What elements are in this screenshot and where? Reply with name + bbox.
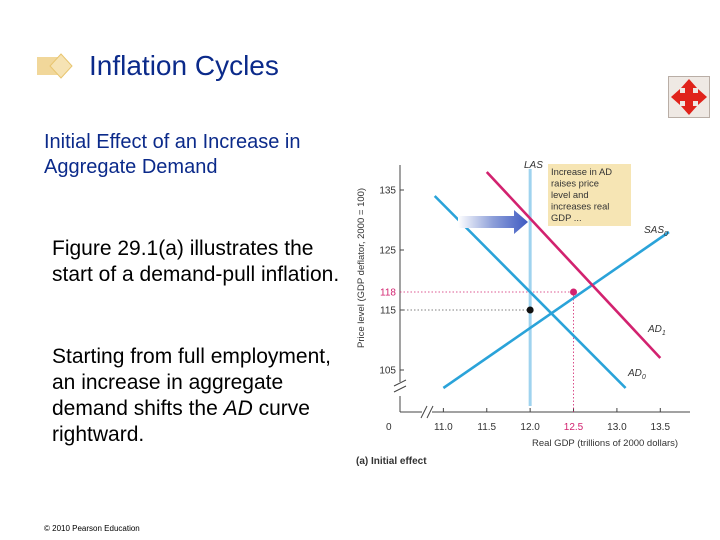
paragraph-figure: Figure 29.1(a) illustrates the start of a demand-pull inflation.	[52, 237, 340, 286]
annotation-line: GDP ...	[551, 212, 582, 223]
x-origin-label: 0	[386, 422, 392, 433]
slide-subtitle: Initial Effect of an Increase in Aggregate Demand	[44, 131, 301, 178]
ad1-label	[647, 324, 666, 337]
y-tick-label: 105	[379, 365, 396, 377]
copyright-footer: © 2010 Pearson Education	[44, 524, 140, 533]
x-tick-label: 13.5	[650, 422, 671, 433]
paragraph-starting-b: curve rightward.	[52, 397, 310, 446]
y-tick-label: 125	[379, 245, 396, 257]
x-axis-break-icon	[421, 406, 433, 418]
sas0-label-sub: 0	[664, 231, 668, 238]
equilibrium-point	[570, 289, 577, 296]
ad1-label-sub: 1	[661, 330, 666, 337]
annotation-line: level and	[551, 189, 589, 200]
paragraph-starting	[52, 344, 342, 448]
paragraph-starting-italic: AD	[223, 397, 253, 420]
y-tick-label-highlight: 118	[380, 287, 396, 299]
paragraph-starting-a: Starting from full employment, an increase in aggregate demand shifts the	[52, 345, 331, 420]
ad0-label-main: AD	[628, 368, 642, 379]
title-accent-icon	[37, 52, 77, 80]
y-tick-label: 115	[380, 305, 396, 317]
ad1-label-main: AD	[648, 324, 662, 335]
sas0-label	[644, 225, 668, 238]
sas0-label-main: SAS	[644, 225, 665, 236]
y-axis-title: Price level (GDP deflator, 2000 = 100)	[356, 187, 367, 348]
figure-chart	[350, 160, 720, 475]
ad0-label	[627, 368, 646, 381]
x-tick-label: 13.0	[607, 422, 627, 433]
annotation-line: Increase in AD	[551, 166, 612, 177]
x-axis-title: Real GDP (trillions of 2000 dollars)	[532, 438, 679, 449]
annotation-line: increases real	[551, 200, 610, 212]
x-tick-label: 11.5	[477, 422, 497, 433]
las-label: LAS	[524, 160, 543, 171]
x-tick-label: 12.5	[563, 422, 584, 433]
y-tick-label: 135	[379, 185, 396, 197]
x-tick-label: 11.0	[434, 422, 453, 433]
x-tick-label: 12.0	[520, 422, 540, 433]
equilibrium-point	[527, 307, 534, 314]
annotation-line: raises price	[551, 177, 599, 189]
figure-caption: (a) Initial effect	[356, 456, 427, 467]
slide-title: Inflation Cycles	[89, 50, 279, 81]
move-arrows-icon[interactable]	[668, 76, 710, 118]
ad0-label-sub: 0	[641, 374, 646, 381]
